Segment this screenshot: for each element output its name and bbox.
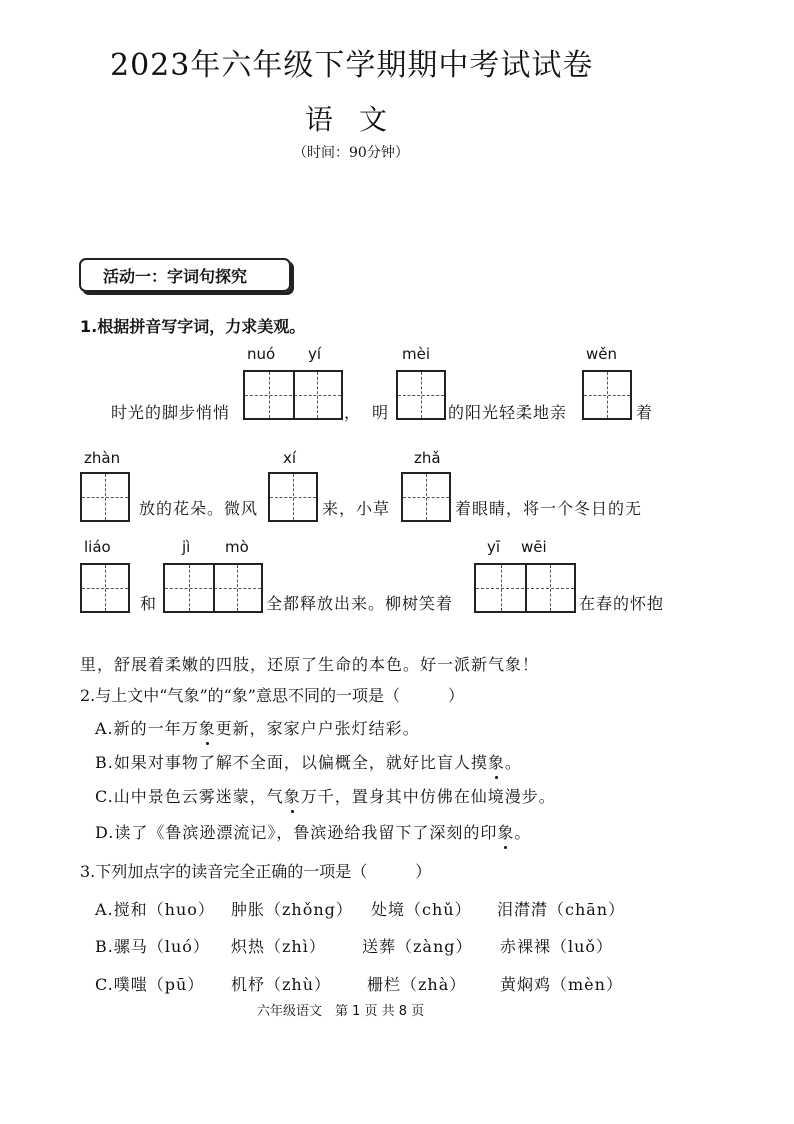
q3-prompt: 3.下列加点字的读音完全正确的一项是（ ） bbox=[80, 862, 432, 881]
q2-option-b[interactable]: B.如果对事物了解不全面，以偏概全，就好比盲人摸象。 bbox=[95, 753, 522, 772]
writing-box-xi[interactable] bbox=[268, 472, 318, 522]
pinyin-zha: zhǎ bbox=[414, 449, 441, 467]
pinyin-nuo: nuó bbox=[247, 345, 276, 363]
writing-box-jimo[interactable] bbox=[163, 563, 263, 613]
line1-text-d: 的阳光轻柔地亲 bbox=[448, 403, 568, 422]
dotted-char: 象 bbox=[497, 823, 515, 842]
writing-box-mei[interactable] bbox=[396, 370, 446, 420]
line2-text-a: 放的花朵。微风 bbox=[139, 499, 259, 518]
q2-option-d[interactable]: D.读了《鲁滨逊漂流记》，鲁滨逊给我留下了深刻的印象。 bbox=[95, 823, 532, 842]
pinyin-ji: jì bbox=[182, 538, 191, 556]
q2-prompt: 2.与上文中“气象”的“象”意思不同的一项是（ ） bbox=[80, 686, 464, 705]
pinyin-yi-2: yī bbox=[487, 538, 501, 556]
exam-title: 2023年六年级下学期期中考试试卷 bbox=[110, 48, 594, 83]
section-label: 活动一：字词句探究 bbox=[79, 258, 291, 292]
q3-c-item-3: 栅栏（zhà） bbox=[367, 975, 467, 994]
line4-text: 里，舒展着柔嫩的四肢，还原了生命的本色。好一派新气象！ bbox=[80, 655, 540, 674]
writing-box-yiwei[interactable] bbox=[474, 563, 576, 613]
pinyin-wen: wěn bbox=[586, 345, 618, 363]
writing-box-wen[interactable] bbox=[582, 370, 632, 420]
subject-title: 语文 bbox=[305, 103, 414, 136]
dotted-char: 象 bbox=[198, 719, 216, 738]
q3-a-item-1[interactable]: A.搅和（huo） bbox=[95, 900, 215, 919]
line1-text-e: 着 bbox=[636, 403, 654, 422]
q3-a-item-4: 泪潸潸（chān） bbox=[497, 900, 626, 919]
pinyin-yi: yí bbox=[308, 345, 322, 363]
pinyin-liao: liáo bbox=[84, 538, 111, 556]
dotted-char: 象 bbox=[487, 753, 505, 772]
pinyin-xi: xí bbox=[283, 449, 297, 467]
pinyin-mei: mèi bbox=[402, 345, 431, 363]
writing-box-nuoyi[interactable] bbox=[243, 370, 343, 420]
q3-c-item-4: 黄焖鸡（mèn） bbox=[500, 975, 623, 994]
q3-b-item-3: 送葬（zàng） bbox=[362, 937, 473, 956]
q3-c-item-1[interactable]: C.噗嗤（pū） bbox=[95, 975, 205, 994]
pinyin-mo: mò bbox=[225, 538, 249, 556]
line1-text-a: 时光的脚步悄悄 bbox=[111, 403, 231, 422]
q3-c-item-2: 机杼（zhù） bbox=[231, 975, 332, 994]
q3-a-item-3: 处境（chǔ） bbox=[371, 900, 472, 919]
pinyin-zhan: zhàn bbox=[84, 449, 121, 467]
q3-a-item-2: 肿胀（zhǒng） bbox=[231, 900, 353, 919]
q3-b-item-2: 炽热（zhì） bbox=[231, 937, 326, 956]
line1-text-b: ， bbox=[344, 403, 362, 422]
line2-text-c: 着眼睛，将一个冬日的无 bbox=[455, 499, 643, 518]
q3-b-item-1[interactable]: B.骡马（luó） bbox=[95, 937, 210, 956]
writing-box-zhan[interactable] bbox=[80, 472, 130, 522]
writing-box-zha[interactable] bbox=[401, 472, 451, 522]
line3-text-a: 和 bbox=[140, 594, 158, 613]
line3-text-c: 在春的怀抱 bbox=[579, 594, 665, 613]
line2-text-b: 来，小草 bbox=[322, 499, 391, 518]
q2-option-c[interactable]: C.山中景色云雾迷蒙，气象万千，置身其中仿佛在仙境漫步。 bbox=[95, 787, 556, 806]
q1-prompt: 1.根据拼音写字词，力求美观。 bbox=[80, 317, 306, 336]
writing-box-liao[interactable] bbox=[80, 563, 130, 613]
pinyin-wei: wēi bbox=[521, 538, 547, 556]
line3-text-b: 全都释放出来。柳树笑着 bbox=[266, 594, 454, 613]
q2-option-a[interactable]: A.新的一年万象更新，家家户户张灯结彩。 bbox=[95, 719, 420, 738]
q3-b-item-4: 赤裸裸（luǒ） bbox=[500, 937, 614, 956]
line1-text-c: 明 bbox=[372, 403, 390, 422]
dotted-char: 象 bbox=[283, 787, 301, 806]
time-limit: （时间：90分钟） bbox=[293, 145, 409, 161]
page-footer: 六年级语文 第 1 页 共 8 页 bbox=[257, 1004, 425, 1019]
